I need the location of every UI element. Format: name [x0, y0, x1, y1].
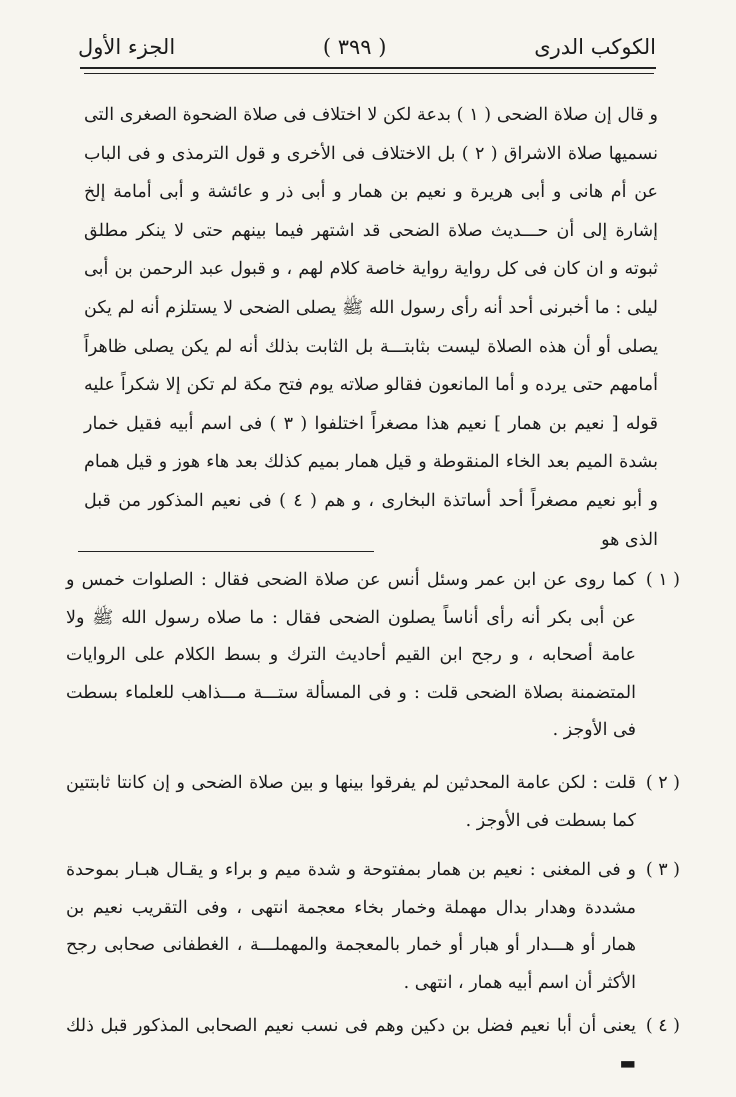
footnote-4 [66, 1008, 680, 1083]
main-paragraph: و قال إن صلاة الضحى ( ١ ) بدعة لكن لا اختلاف فى صلاة الضحوة الصغرى التى نسميها صلاة الاشراق ( ٢ ) بل الاختلاف فى الأخرى و قول الترمذى و فى الباب عن أم هانى و أبى هريرة و نعيم بن همار و أبى ذر و عائشة و أبى أمامة إلخ إشارة إلى أن حـــديث صلاة الضحى قد اشتهر فيما بينهم حتى لا ينكر مطلق ثبوته و ان كان فى كل رواية رواية خاصة كلام لهم ، و قبول عبد الرحمن بن أبى ليلى : ما أخبرنى أحد أنه رأى رسول الله ﷺ يصلى الضحى لا يستلزم أنه لم يكن يصلى أو أن هذه الصلاة ليست بثابتـــة بل الثابت بذلك أنه لم يكن يصلى ظاهراً أمامهم حتى يرده و أما المانعون فقالو صلاته يوم فتح مكة لم تكن إلا شكراً عليه قوله [ نعيم بن همار ] نعيم هذا مصغراً اختلفوا ( ٣ ) فى اسم أبيه فقيل خمار بشدة الميم بعد الخاء المنقوطة و قيل همار بميم كذلك بعد هاء هوز و قيل همام و أبو نعيم مصغراً أحد أساتذة البخارى ، و هم ( ٤ ) فى نعيم المذكور من قبل الذى هو [84, 105, 658, 550]
footnote-text: و فى المغنى : نعيم بن همار بمفتوحة و شدة ميم و براء و يقـال هبـار بموحدة مشددة وهدار بدال مهملة وخمار بخاء معجمة انتهى ، وفى التقريب نعيم بن همار أو هـــدار أو هبار أو خمار بالمعجمة والمهملـــة ، الغطفانى صحابى رجح الأكثر أن اسم أبيه همار ، انتهى . [66, 860, 636, 993]
book-title: الكوكب الدرى [534, 35, 656, 59]
footnote-text: قلت : لكن عامة المحدثين لم يفرقوا بينها و بين صلاة الضحى و إن كانتا ثابتتين كما بسطت فى الأوجز . [66, 773, 636, 831]
footnote-number: ( ٢ ) [645, 773, 680, 793]
page-header [78, 30, 656, 64]
footnote-number: ( ٣ ) [645, 860, 680, 880]
volume-label: الجزء الأول [78, 35, 176, 59]
header-rule-thick [80, 67, 656, 69]
main-text [84, 96, 658, 559]
footnote-text: كما روى عن ابن عمر وسئل أنس عن صلاة الضحى فقال : الصلوات خمس و عن أبى بكر أنه رأى أناساً يصلون الضحى فقال : ما صلاه رسول الله ﷺ ولا عامة أصحابه ، و رجح ابن القيم أحاديث الترك و بسط الكلام على الروايات المتضمنة بصلاة الضحى قلت : و فى المسألة ستـــة مـــذاهب للعلماء بسطت فى الأوجز . [66, 570, 636, 740]
page-number: ( ٣٩٩ ) [322, 35, 387, 59]
footnote-text: يعنى أن أبا نعيم فضل بن دكين وهم فى نسب نعيم الصحابى المذكور قبل ذلك ▬ [66, 1016, 636, 1074]
footnote-number: ( ٤ ) [645, 1016, 680, 1036]
footnote-2 [66, 765, 680, 840]
footnote-3 [66, 852, 680, 1002]
footnote-1 [66, 562, 680, 750]
footnote-separator [78, 551, 374, 552]
header-rule-thin [84, 73, 654, 74]
footnote-number: ( ١ ) [645, 570, 680, 590]
